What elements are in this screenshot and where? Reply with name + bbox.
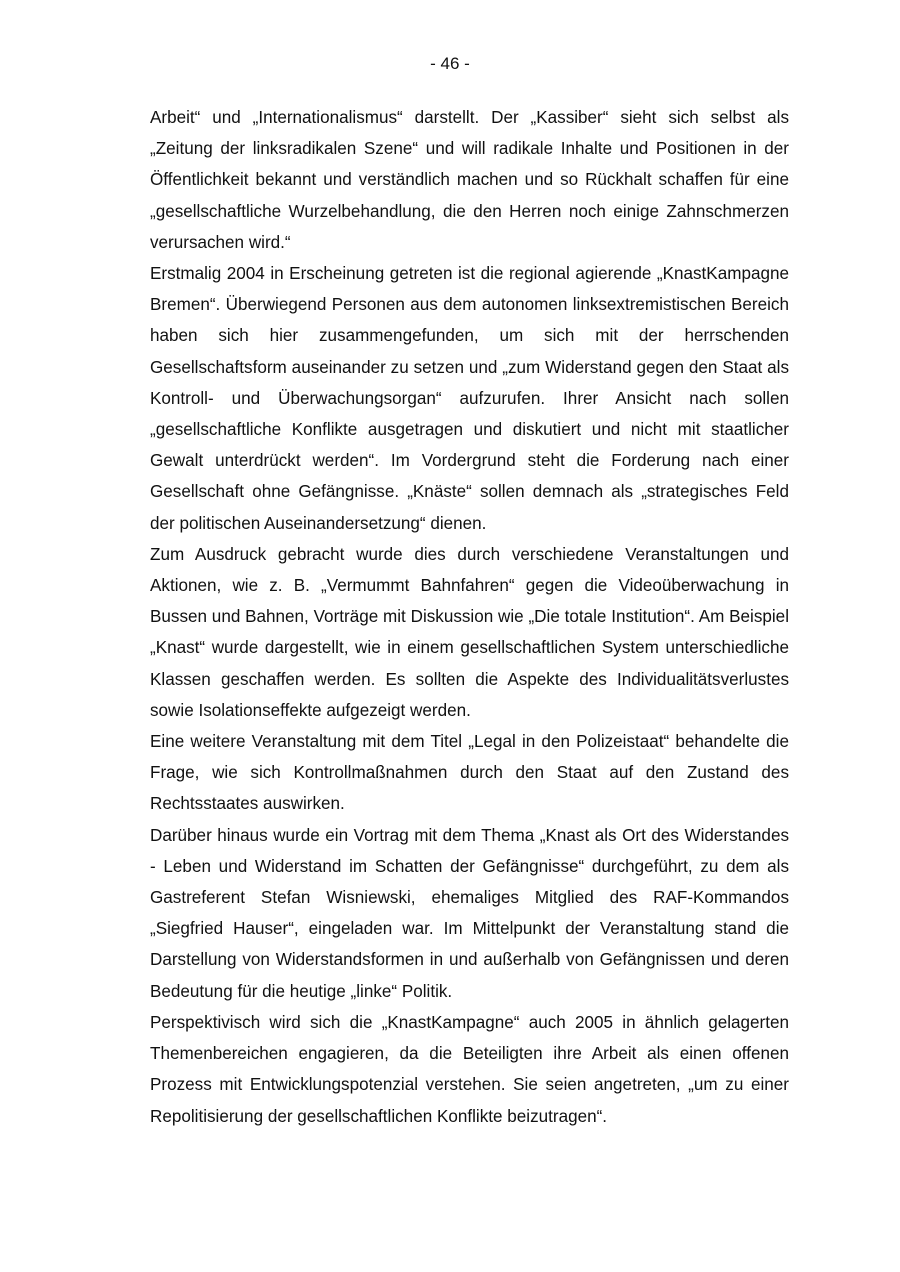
document-body (150, 102, 789, 1132)
paragraph-veranstaltungen: Zum Ausdruck gebracht wurde dies durch verschiedene Veranstaltungen und Aktionen, wie z. B. „Vermummt Bahnfahren“ gegen die Videoüberwachung in Bussen und Bahnen, Vorträge mit Diskussion wie „Die totale Institution“. Am Beispiel „Knast“ wurde dargestellt, wie in einem gesellschaftlichen System unterschiedliche Klassen geschaffen werden. Es sollten die Aspekte des Individualitätsverlustes sowie Isolationseffekte aufgezeigt werden. (150, 544, 789, 720)
paragraph-vortrag-widerstand: Darüber hinaus wurde ein Vortrag mit dem Thema „Knast als Ort des Widerstandes - Leben und Widerstand im Schatten der Gefängnisse“ durchgeführt, zu dem als Gastreferent Stefan Wisniewski, ehemaliges Mitglied des RAF-Kommandos „Siegfried Hauser“, eingeladen war. Im Mittelpunkt der Veranstaltung stand die Darstellung von Widerstandsformen in und außerhalb von Gefängnissen und deren Bedeutung für die heutige „linke“ Politik. (150, 825, 789, 1001)
paragraph-perspektive: Perspektivisch wird sich die „KnastKampagne“ auch 2005 in ähnlich gelagerten Themenbereichen engagieren, da die Beteiligten ihre Arbeit als einen offenen Prozess mit Entwicklungspotenzial verstehen. Sie seien angetreten, „um zu einer Repolitisierung der gesellschaftlichen Konflikte beizutragen“. (150, 1012, 789, 1126)
paragraph-polizeistaat: Eine weitere Veranstaltung mit dem Titel „Legal in den Polizeistaat“ behandelte die Frage, wie sich Kontrollmaßnahmen durch den Staat auf den Zustand des Rechtsstaates auswirken. (150, 732, 789, 814)
paragraph-knastkampagne-intro: Erstmalig 2004 in Erscheinung getreten ist die regional agierende „KnastKampagne Bremen“. Überwiegend Personen aus dem autonomen linksextremistischen Bereich haben sich hier zusammengefunden, um sich mit der herrschenden Gesellschaftsform auseinander zu setzen und „zum Widerstand gegen den Staat als Kontroll- und Überwachungsorgan“ aufzurufen. Ihrer Ansicht nach sollen „gesellschaftliche Konflikte ausgetragen und diskutiert und nicht mit staatlicher Gewalt unterdrückt werden“. Im Vordergrund steht die Forderung nach einer Gesellschaft ohne Gefängnisse. „Knäste“ sollen demnach als „strategisches Feld der politischen Auseinandersetzung“ dienen. (150, 264, 789, 533)
paragraph-kassiber: Arbeit“ und „Internationalismus“ darstellt. Der „Kassiber“ sieht sich selbst als „Zeitung der linksradikalen Szene“ und will radikale Inhalte und Positionen in der Öffentlichkeit bekannt und verständlich machen und so Rückhalt schaffen für eine „gesellschaftliche Wurzelbehandlung, die den Herren noch einige Zahnschmerzen verursachen wird.“ (150, 108, 789, 252)
page-number: - 46 - (430, 54, 470, 73)
